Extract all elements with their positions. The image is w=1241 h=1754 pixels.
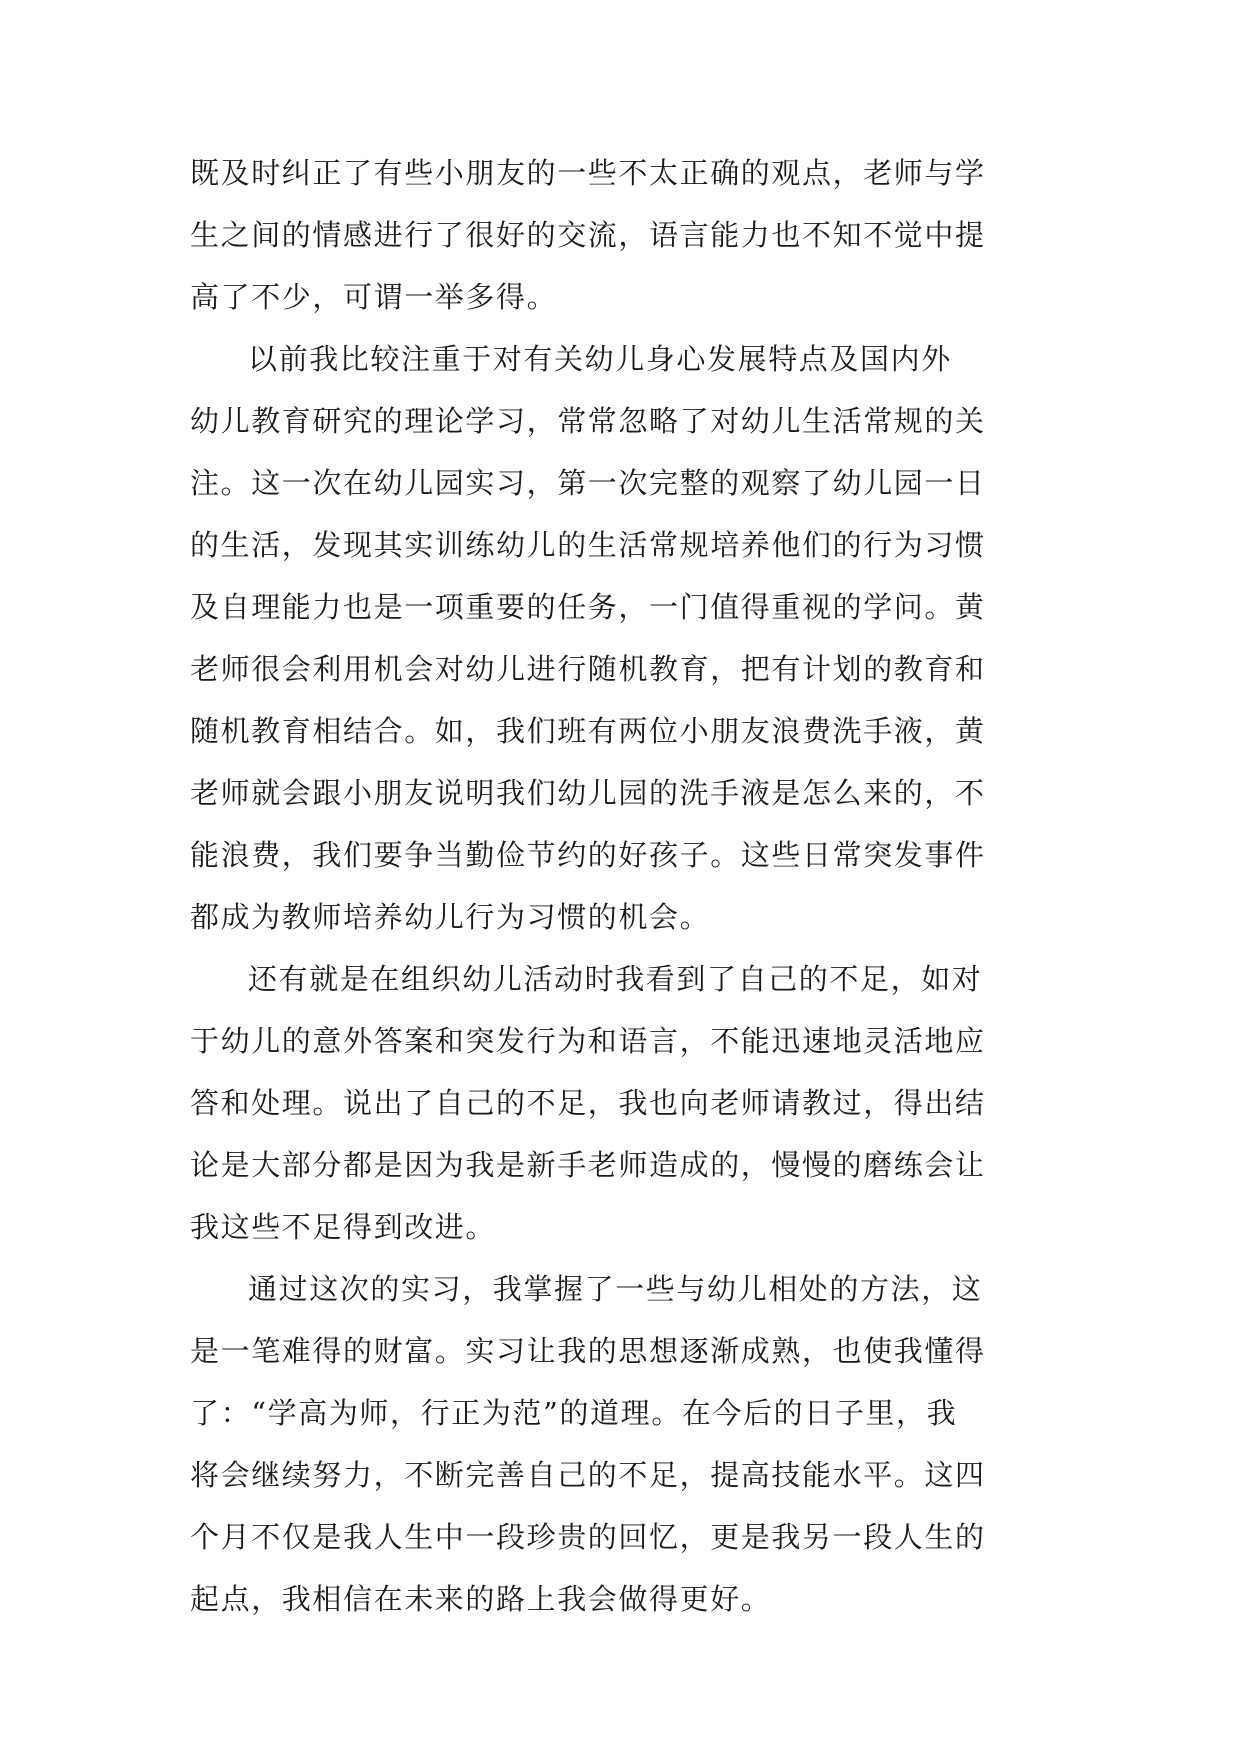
text-line: 的生活，发现其实训练幼儿的生活常规培养他们的行为习惯	[190, 528, 986, 562]
text-line: 我这些不足得到改进。	[190, 1210, 497, 1244]
text-line: 既及时纠正了有些小朋友的一些不太正确的观点，老师与学	[190, 156, 986, 190]
text-line: 以前我比较注重于对有关幼儿身心发展特点及国内外	[248, 342, 952, 376]
text-line: 了：“学高为师，行正为范”的道理。在今后的日子里，我	[190, 1396, 958, 1430]
text-line: 个月不仅是我人生中一段珍贵的回忆，更是我另一段人生的	[190, 1520, 986, 1554]
text-line: 将会继续努力，不断完善自己的不足，提高技能水平。这四	[190, 1458, 986, 1492]
paragraph-1	[190, 142, 1060, 328]
text-line: 老师就会跟小朋友说明我们幼儿园的洗手液是怎么来的，不	[190, 776, 986, 810]
text-line: 论是大部分都是因为我是新手老师造成的，慢慢的磨练会让	[190, 1148, 986, 1182]
text-line: 于幼儿的意外答案和突发行为和语言，不能迅速地灵活地应	[190, 1024, 986, 1058]
text-line: 随机教育相结合。如，我们班有两位小朋友浪费洗手液，黄	[190, 714, 986, 748]
text-line: 幼儿教育研究的理论学习，常常忽略了对幼儿生活常规的关	[190, 404, 986, 438]
body-text	[190, 142, 1060, 1630]
text-line: 通过这次的实习，我掌握了一些与幼儿相处的方法，这	[248, 1272, 983, 1306]
text-line: 还有就是在组织幼儿活动时我看到了自己的不足，如对	[248, 962, 983, 996]
text-line: 生之间的情感进行了很好的交流，语言能力也不知不觉中提	[190, 218, 986, 252]
text-line: 能浪费，我们要争当勤俭节约的好孩子。这些日常突发事件	[190, 838, 986, 872]
text-line: 都成为教师培养幼儿行为习惯的机会。	[190, 900, 711, 934]
text-line: 答和处理。说出了自己的不足，我也向老师请教过，得出结	[190, 1086, 986, 1120]
text-line: 注。这一次在幼儿园实习，第一次完整的观察了幼儿园一日	[190, 466, 986, 500]
text-line: 及自理能力也是一项重要的任务，一门值得重视的学问。黄	[190, 590, 986, 624]
paragraph-3	[190, 948, 1060, 1258]
text-line: 起点，我相信在未来的路上我会做得更好。	[190, 1582, 772, 1616]
paragraph-4	[190, 1258, 1060, 1630]
text-line: 老师很会利用机会对幼儿进行随机教育，把有计划的教育和	[190, 652, 986, 686]
text-line: 是一笔难得的财富。实习让我的思想逐渐成熟，也使我懂得	[190, 1334, 986, 1368]
paragraph-2	[190, 328, 1060, 948]
text-line: 高了不少，可谓一举多得。	[190, 280, 558, 314]
